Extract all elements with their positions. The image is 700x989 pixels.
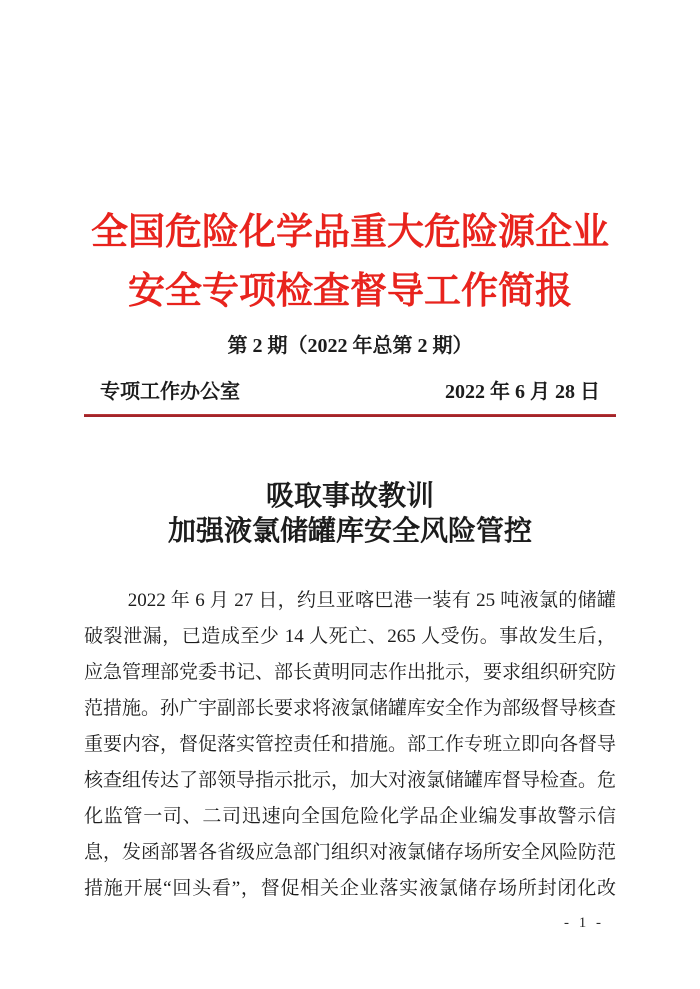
- document-title: [84, 0, 616, 321]
- article-title-line2: 加强液氯储罐库安全风险管控: [167, 516, 532, 547]
- body-text-line: 息，发函部署各省级应急部门组织对液氯储存场所安全风险防范: [84, 842, 616, 863]
- body-text-line: 破裂泄漏，已造成至少 14 人死亡、265 人受伤。事故发生后，: [84, 626, 616, 647]
- article-title-line1: 吸取事故教训: [265, 481, 434, 512]
- body-text-line: 2022 年 6 月 27 日，约旦亚喀巴港一装有 25 吨液氯的储罐: [127, 590, 616, 611]
- issuing-office-label: 专项工作办公室: [100, 381, 240, 403]
- body-text-line: 应急管理部党委书记、部长黄明同志作出批示，要求组织研究防: [84, 662, 616, 683]
- body-text-line: 重要内容，督促落实管控责任和措施。部工作专班立即向各督导: [84, 734, 616, 755]
- page-number: - 1 -: [564, 915, 604, 931]
- issue-date-label: 2022 年 6 月 28 日: [445, 381, 600, 403]
- document-title-line2: 安全专项检查督导工作简报: [128, 271, 572, 312]
- masthead-divider-rule: [84, 414, 616, 417]
- body-text-line: 核查组传达了部领导指示批示，加大对液氯储罐库督导检查。危: [84, 770, 616, 791]
- article-body: [84, 583, 616, 907]
- body-text-line: 范措施。孙广宇副部长要求将液氯储罐库安全作为部级督导核查: [84, 698, 616, 719]
- masthead-row: [84, 378, 616, 406]
- body-text-line: 化监管一司、二司迅速向全国危险化学品企业编发事故警示信: [84, 806, 616, 827]
- body-text-line: 措施开展“回头看”，督促相关企业落实液氯储存场所封闭化改: [84, 878, 616, 899]
- article-title: [84, 479, 616, 549]
- document-title-line1: 全国危险化学品重大危险源企业: [91, 212, 609, 253]
- issue-number-line: 第 2 期（2022 年总第 2 期）: [227, 335, 473, 357]
